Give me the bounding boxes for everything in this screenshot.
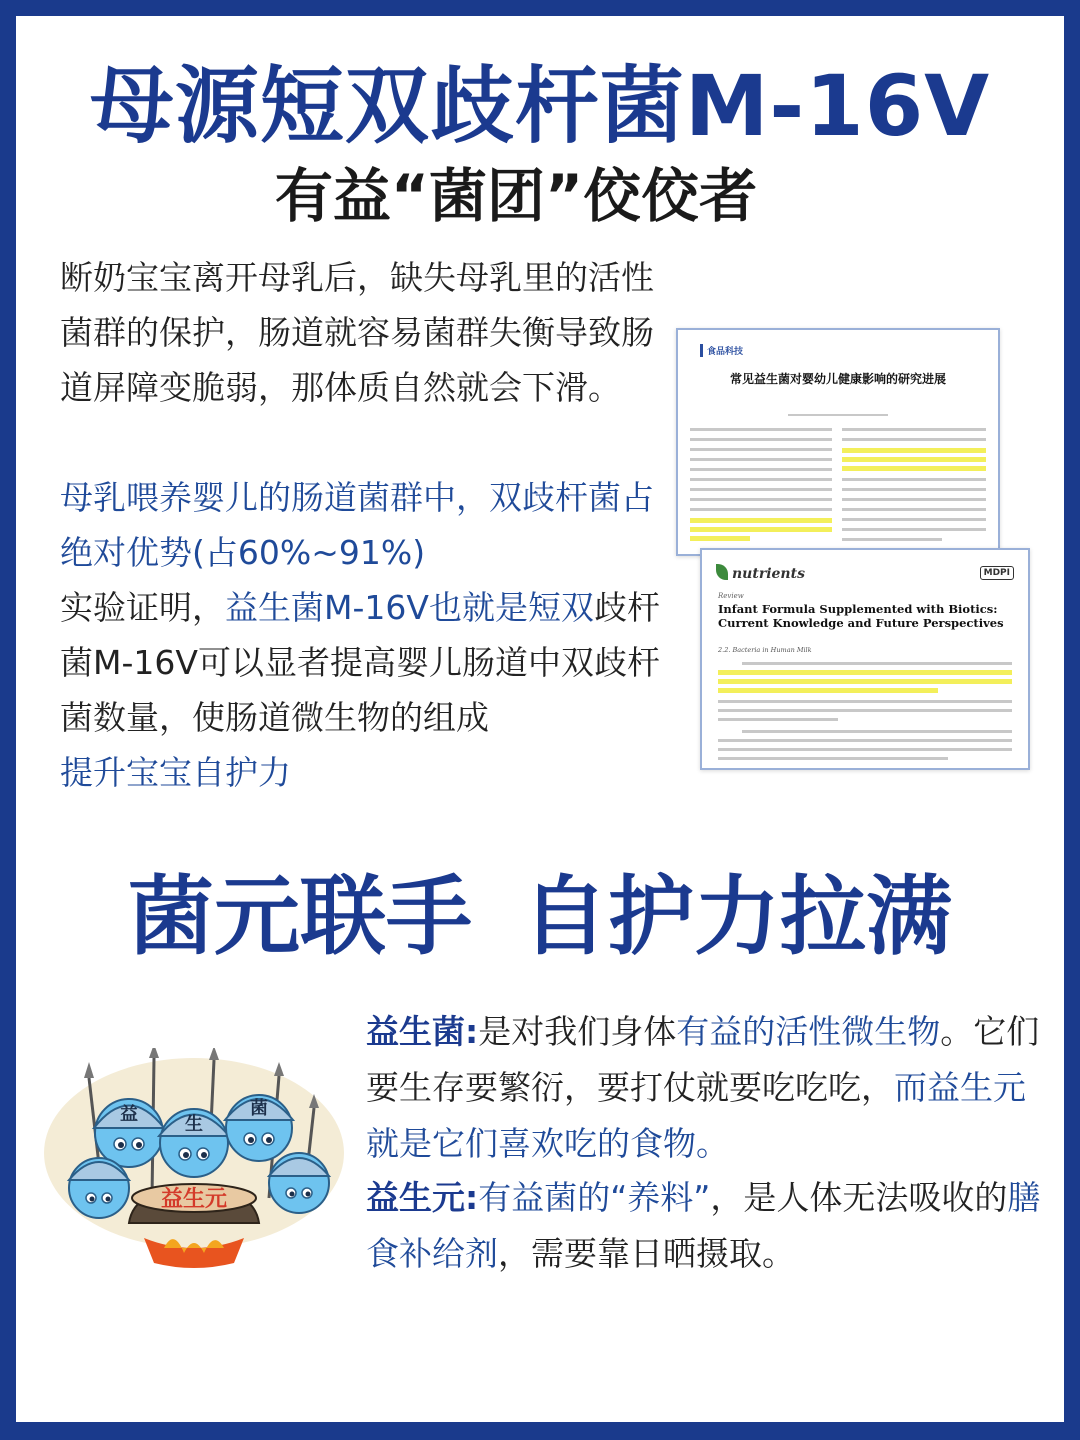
p3-highlight: 益生菌M-16V也就是短双 xyxy=(225,588,594,627)
paper-2-section: 2.2. Bacteria in Human Milk xyxy=(718,646,812,654)
text-line xyxy=(842,438,986,441)
highlight-line xyxy=(718,670,1012,675)
pot-label: 益生元 xyxy=(160,1187,228,1212)
prebiotic-text-c: 膳食补给剂 xyxy=(366,1178,1041,1273)
intro-paragraph-3 xyxy=(60,580,670,800)
prebiotic-label: 益生元: xyxy=(366,1178,479,1217)
text-line xyxy=(718,709,1012,712)
highlight-line xyxy=(690,518,832,523)
prebiotic-text-a: 有益菌的“养料” xyxy=(478,1178,711,1217)
main-title: 母源短双歧杆菌M-16V xyxy=(89,57,991,155)
text-line xyxy=(842,508,986,511)
text-line xyxy=(718,748,1012,751)
highlight-line xyxy=(842,466,986,471)
text-line xyxy=(842,428,986,431)
text-line xyxy=(690,468,832,471)
text-line xyxy=(690,458,832,461)
probiotic-soldiers-illustration xyxy=(34,1048,354,1268)
paper-2-kind: Review xyxy=(718,592,744,600)
subtitle: 有益“菌团”佼佼者 xyxy=(274,162,758,230)
highlight-line xyxy=(842,448,986,453)
text-line xyxy=(690,478,832,481)
text-line xyxy=(718,739,1012,742)
highlight-line xyxy=(690,536,750,541)
research-paper-nutrients xyxy=(700,548,1030,770)
probiotic-text-c: 。它们要生存要繁衍，要打仗就要吃吃吃， xyxy=(366,1012,1040,1107)
helmet-label-2: 生 xyxy=(185,1114,203,1135)
probiotic-text-a: 是对我们身体 xyxy=(478,1012,677,1051)
publisher-badge: MDPI xyxy=(980,566,1014,580)
highlight-line xyxy=(718,688,938,693)
intro-paragraph-2: 母乳喂养婴儿的肠道菌群中，双歧杆菌占绝对优势(占60%~91%) xyxy=(60,478,654,572)
text-line xyxy=(690,438,832,441)
text-line xyxy=(842,488,986,491)
intro-paragraph-1: 断奶宝宝离开母乳后，缺失母乳里的活性菌群的保护，肠道就容易菌群失衡导致肠道屏障变脆弱，那体质自然就会下滑。 xyxy=(60,258,654,407)
journal-name: nutrients xyxy=(732,566,805,582)
text-line xyxy=(718,718,838,721)
text-line xyxy=(842,538,942,541)
probiotic-text-e: 。 xyxy=(696,1124,729,1163)
text-line xyxy=(690,498,832,501)
p3-rest: 歧杆菌M-16V可以显者提高婴儿肠道中双歧杆菌数量，使肠道微生物的组成 xyxy=(60,588,660,737)
text-line xyxy=(718,700,1012,703)
highlight-line xyxy=(842,457,986,462)
text-line xyxy=(690,428,832,431)
text-line xyxy=(690,508,832,511)
text-line xyxy=(842,528,986,531)
text-line xyxy=(742,662,1012,665)
probiotic-label: 益生菌: xyxy=(366,1012,479,1051)
leaf-icon xyxy=(716,564,728,580)
p3-prefix: 实验证明， xyxy=(60,588,225,627)
paper-1-author-line xyxy=(788,414,888,416)
highlight-line xyxy=(718,679,1012,684)
section-title: 菌元联手 自护力拉满 xyxy=(128,867,952,967)
nutrients-logo xyxy=(716,564,805,582)
prebiotic-text-b: ，是人体无法吸收的 xyxy=(710,1178,1008,1217)
text-line xyxy=(690,448,832,451)
text-line xyxy=(690,488,832,491)
research-paper-chinese xyxy=(676,328,1000,556)
prebiotic-paragraph xyxy=(366,1170,1056,1282)
highlight-line xyxy=(690,527,832,532)
text-line xyxy=(842,498,986,501)
p3-end: 提升宝宝自护力 xyxy=(60,753,291,792)
poster-card xyxy=(16,16,1064,1422)
prebiotic-text-d: ，需要靠日晒摄取。 xyxy=(498,1234,795,1273)
text-line xyxy=(718,757,948,760)
text-line xyxy=(842,478,986,481)
paper-1-tag: 食品科技 xyxy=(700,344,743,357)
helmet-label-3: 菌 xyxy=(250,1098,268,1119)
paper-1-title: 常见益生菌对婴幼儿健康影响的研究进展 xyxy=(729,372,946,386)
probiotic-text-d: 而益生元就是它们喜欢吃的食物 xyxy=(366,1068,1026,1163)
paper-2-title: Infant Formula Supplemented with Biotics: Current Knowledge and Future Perspectives xyxy=(718,602,1004,630)
probiotic-paragraph xyxy=(366,1004,1056,1172)
probiotic-text-b: 有益的活性微生物 xyxy=(676,1012,941,1051)
text-line xyxy=(842,518,986,521)
text-line xyxy=(742,730,1012,733)
helmet-label-1: 益 xyxy=(120,1104,138,1125)
